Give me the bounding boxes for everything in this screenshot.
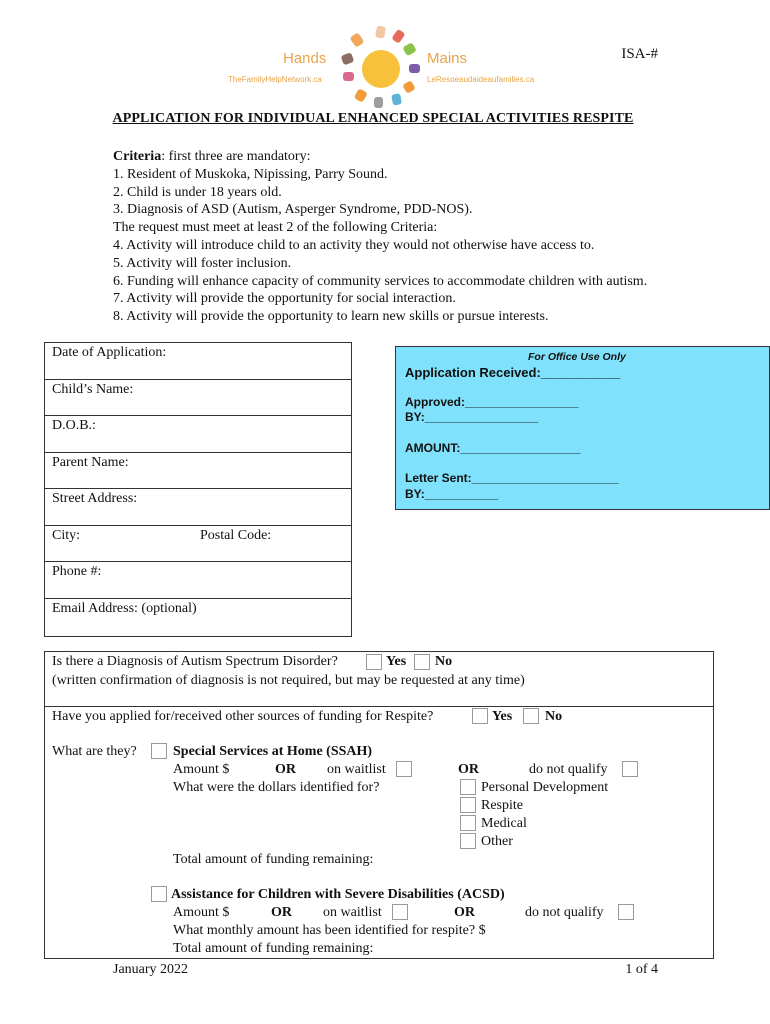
office-use-heading: For Office Use Only [528, 351, 626, 363]
acsd-monthly-question: What monthly amount has been identified for respite? $ [173, 923, 486, 938]
ssah-checkbox[interactable] [151, 743, 167, 759]
acsd-waitlist-checkbox[interactable] [392, 904, 408, 920]
ssah-title: Special Services at Home (SSAH) [173, 744, 373, 759]
other-label: Other [481, 834, 513, 849]
medical-label: Medical [481, 816, 527, 831]
ssah-not-qualify-checkbox[interactable] [622, 761, 638, 777]
applicant-info-table [44, 342, 352, 637]
field-label: Child’s Name: [52, 381, 134, 397]
respite-checkbox[interactable] [460, 797, 476, 813]
criteria-line: 6. Funding will enhance capacity of community services to accommodate children with autism. [113, 273, 648, 289]
acsd-title: Assistance for Children with Severe Disabilities (ACSD) [171, 887, 505, 902]
phone-field[interactable] [45, 562, 351, 599]
funding-question: Have you applied for/received other sources of funding for Respite? [52, 709, 434, 724]
funding-questions-box [44, 651, 714, 959]
criteria-section [113, 148, 673, 326]
acsd-or-2: OR [454, 905, 475, 920]
acsd-waitlist-label: on waitlist [323, 905, 382, 920]
logo-word-mains: Mains [427, 50, 468, 67]
respite-label: Respite [481, 798, 523, 813]
criteria-line: 4. Activity will introduce child to an activity they would not otherwise have access to. [113, 237, 595, 253]
criteria-line: 5. Activity will foster inclusion. [113, 255, 292, 271]
criteria-intro: : first three are mandatory: [161, 149, 311, 164]
diagnosis-question: Is there a Diagnosis of Autism Spectrum Disorder? [52, 654, 338, 669]
field-label: Date of Application: [52, 345, 167, 360]
what-are-they-label: What are they? [52, 744, 137, 759]
parent-name-field[interactable] [45, 453, 351, 490]
ssah-waitlist-checkbox[interactable] [396, 761, 412, 777]
office-use-box [395, 346, 770, 510]
acsd-not-qualify-checkbox[interactable] [618, 904, 634, 920]
ssah-or-1: OR [275, 762, 296, 777]
criteria-line: 3. Diagnosis of ASD (Autism, Asperger Syndrome, PDD-NOS). [113, 202, 473, 218]
funding-no-label: No [545, 709, 563, 724]
acsd-or-1: OR [271, 905, 292, 920]
field-label: Email Address: (optional) [52, 600, 197, 616]
field-label: City: [52, 527, 81, 543]
criteria-line: The request must meet at least 2 of the following Criteria: [113, 220, 438, 236]
medical-checkbox[interactable] [460, 815, 476, 831]
form-id: ISA-# [621, 46, 658, 62]
email-field[interactable] [45, 599, 351, 636]
logo-url-english: TheFamilyHelpNetwork.ca [228, 75, 322, 84]
field-label: Street Address: [52, 491, 138, 506]
diagnosis-no-label: No [435, 654, 453, 669]
diagnosis-yes-label: Yes [386, 654, 407, 669]
logo-word-hands: Hands [283, 50, 327, 67]
logo-url-french: LeResoeaudaideaufamilles.ca [427, 75, 535, 84]
criteria-line: 7. Activity will provide the opportunity for social interaction. [113, 291, 456, 307]
letter-sent-line: Letter Sent:______________________ [405, 471, 619, 485]
acsd-not-qualify-label: do not qualify [525, 905, 604, 920]
application-received-line: Application Received:___________ [405, 365, 621, 380]
funding-yes-checkbox[interactable] [472, 708, 488, 724]
personal-development-label: Personal Development [481, 780, 609, 795]
funding-no-checkbox[interactable] [523, 708, 539, 724]
ssah-amount-label: Amount $ [173, 762, 230, 777]
acsd-remaining-label: Total amount of funding remaining: [173, 941, 374, 956]
diagnosis-yes-checkbox[interactable] [366, 654, 382, 670]
date-of-application-field[interactable] [45, 343, 351, 380]
letter-by-line: BY:___________ [405, 487, 499, 501]
criteria-heading [113, 148, 673, 166]
approved-by-line: BY:_________________ [405, 410, 539, 424]
acsd-checkbox[interactable] [151, 886, 167, 902]
ssah-remaining-label: Total amount of funding remaining: [173, 852, 374, 867]
footer-date: January 2022 [113, 962, 189, 977]
ssah-waitlist-label: on waitlist [327, 762, 386, 777]
diagnosis-no-checkbox[interactable] [414, 654, 430, 670]
street-address-field[interactable] [45, 489, 351, 526]
ssah-or-2: OR [458, 762, 479, 777]
diagnosis-note: (written confirmation of diagnosis is not required, but may be requested at any time) [52, 673, 525, 688]
section-divider [45, 706, 713, 707]
criteria-line: 1. Resident of Muskoka, Nipissing, Parry Sound. [113, 166, 388, 182]
criteria-line: 8. Activity will provide the opportunity to learn new skills or pursue interests. [113, 309, 549, 325]
field-label: D.O.B.: [52, 418, 96, 433]
ssah-dollars-for-question: What were the dollars identified for? [173, 780, 380, 795]
dob-field[interactable] [45, 416, 351, 453]
child-name-field[interactable] [45, 380, 351, 417]
page-title: APPLICATION FOR INDIVIDUAL ENHANCED SPECIAL ACTIVITIES RESPITE [112, 111, 634, 126]
postal-code-label: Postal Code: [200, 527, 272, 543]
amount-line: AMOUNT:__________________ [405, 441, 581, 455]
funding-yes-label: Yes [492, 709, 513, 724]
ssah-not-qualify-label: do not qualify [529, 762, 608, 777]
criteria-line: 2. Child is under 18 years old. [113, 184, 282, 200]
city-field[interactable] [45, 526, 351, 563]
approved-line: Approved:_________________ [405, 395, 579, 409]
field-label: Parent Name: [52, 454, 129, 470]
criteria-label: Criteria [113, 149, 162, 164]
personal-development-checkbox[interactable] [460, 779, 476, 795]
sun-hands-icon [338, 24, 424, 110]
field-label: Phone #: [52, 564, 102, 579]
organization-logo [226, 24, 546, 110]
other-checkbox[interactable] [460, 833, 476, 849]
page-number: 1 of 4 [625, 962, 658, 977]
acsd-amount-label: Amount $ [173, 905, 230, 920]
